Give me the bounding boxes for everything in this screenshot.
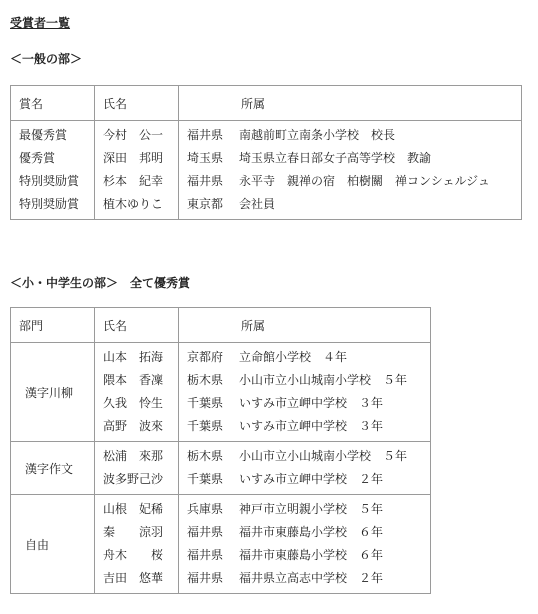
prefecture: 福井県 bbox=[187, 548, 224, 562]
header-award: 賞名 bbox=[11, 86, 95, 121]
affiliation-line bbox=[187, 170, 521, 193]
affiliation-line bbox=[187, 521, 430, 544]
table-header-row bbox=[11, 308, 431, 343]
prefecture: 福井県 bbox=[187, 128, 224, 142]
award-name: 最優秀賞 bbox=[19, 128, 68, 142]
recipient-name: 植木ゆりこ bbox=[103, 197, 164, 211]
affiliation-line bbox=[187, 498, 430, 521]
student-name: 吉田 悠華 bbox=[103, 571, 164, 585]
affiliation-column bbox=[179, 343, 431, 442]
dept-label: 自由 bbox=[11, 495, 95, 594]
prefecture: 埼玉県 bbox=[187, 151, 224, 165]
recipient-name: 深田 邦明 bbox=[103, 151, 164, 165]
affiliation-text: 南越前町立南条小学校 校長 bbox=[239, 128, 396, 142]
prefecture: 栃木県 bbox=[187, 449, 224, 463]
dept-group-row bbox=[11, 495, 431, 594]
header-name: 氏名 bbox=[95, 86, 179, 121]
header-affiliation: 所属 bbox=[179, 308, 431, 343]
school-text: 福井市東藤島小学校 ６年 bbox=[239, 548, 384, 562]
general-awards-table bbox=[10, 85, 522, 220]
prefecture: 京都府 bbox=[187, 350, 224, 364]
affiliation-line bbox=[187, 346, 430, 369]
student-name: 舟木 桜 bbox=[103, 548, 164, 562]
recipient-name: 杉本 紀幸 bbox=[103, 174, 164, 188]
recipient-name: 今村 公一 bbox=[103, 128, 164, 142]
prefecture: 兵庫県 bbox=[187, 502, 224, 516]
header-name: 氏名 bbox=[95, 308, 179, 343]
name-column bbox=[95, 442, 179, 495]
prefecture: 東京都 bbox=[187, 197, 224, 211]
school-text: 神戸市立明親小学校 ５年 bbox=[239, 502, 384, 516]
dept-label: 漢字作文 bbox=[11, 442, 95, 495]
name-column bbox=[95, 121, 179, 220]
affiliation-column bbox=[179, 121, 522, 220]
dept-group-row bbox=[11, 343, 431, 442]
header-affiliation: 所属 bbox=[179, 86, 522, 121]
prefecture: 千葉県 bbox=[187, 472, 224, 486]
affiliation-line bbox=[187, 567, 430, 590]
student-name: 秦 涼羽 bbox=[103, 525, 164, 539]
school-text: 福井市東藤島小学校 ６年 bbox=[239, 525, 384, 539]
school-text: 小山市立小山城南小学校 ５年 bbox=[239, 373, 408, 387]
student-name: 松浦 來那 bbox=[103, 449, 164, 463]
award-column bbox=[11, 121, 95, 220]
award-name: 特別奨励賞 bbox=[19, 174, 80, 188]
name-column bbox=[95, 495, 179, 594]
affiliation-line bbox=[187, 445, 430, 468]
prefecture: 福井県 bbox=[187, 571, 224, 585]
school-text: いすみ市立岬中学校 ２年 bbox=[239, 472, 384, 486]
student-name: 隈本 香凜 bbox=[103, 373, 164, 387]
student-name: 山根 妃稀 bbox=[103, 502, 164, 516]
affiliation-text: 永平寺 親禅の宿 柏樹關 禅コンシェルジュ bbox=[239, 174, 490, 188]
affiliation-line bbox=[187, 392, 430, 415]
students-awards-table bbox=[10, 307, 431, 594]
award-name: 特別奨励賞 bbox=[19, 197, 80, 211]
award-name: 優秀賞 bbox=[19, 151, 56, 165]
affiliation-text: 埼玉県立春日部女子高等学校 教諭 bbox=[239, 151, 432, 165]
header-dept: 部門 bbox=[11, 308, 95, 343]
prefecture: 福井県 bbox=[187, 174, 224, 188]
affiliation-line bbox=[187, 124, 521, 147]
school-text: 小山市立小山城南小学校 ５年 bbox=[239, 449, 408, 463]
general-section-title: ＜一般の部＞ bbox=[10, 52, 83, 66]
school-text: 立命館小学校 ４年 bbox=[239, 350, 348, 364]
name-column bbox=[95, 343, 179, 442]
affiliation-column bbox=[179, 442, 431, 495]
dept-group-row bbox=[11, 442, 431, 495]
affiliation-line bbox=[187, 369, 430, 392]
table-header-row bbox=[11, 86, 522, 121]
students-section-title: ＜小・中学生の部＞ 全て優秀賞 bbox=[10, 276, 191, 290]
affiliation-line bbox=[187, 147, 521, 170]
school-text: いすみ市立岬中学校 ３年 bbox=[239, 396, 384, 410]
student-name: 波多野己沙 bbox=[103, 472, 164, 486]
general-body-row bbox=[11, 121, 522, 220]
prefecture: 千葉県 bbox=[187, 419, 224, 433]
affiliation-line bbox=[187, 415, 430, 438]
prefecture: 栃木県 bbox=[187, 373, 224, 387]
page-title: 受賞者一覧 bbox=[10, 16, 71, 30]
prefecture: 千葉県 bbox=[187, 396, 224, 410]
prefecture: 福井県 bbox=[187, 525, 224, 539]
school-text: いすみ市立岬中学校 ３年 bbox=[239, 419, 384, 433]
affiliation-column bbox=[179, 495, 431, 594]
student-name: 久我 怜生 bbox=[103, 396, 164, 410]
affiliation-line bbox=[187, 193, 521, 216]
dept-label: 漢字川柳 bbox=[11, 343, 95, 442]
affiliation-text: 会社員 bbox=[239, 197, 276, 211]
student-name: 山本 拓海 bbox=[103, 350, 164, 364]
affiliation-line bbox=[187, 468, 430, 491]
school-text: 福井県立高志中学校 ２年 bbox=[239, 571, 384, 585]
student-name: 高野 波來 bbox=[103, 419, 164, 433]
affiliation-line bbox=[187, 544, 430, 567]
